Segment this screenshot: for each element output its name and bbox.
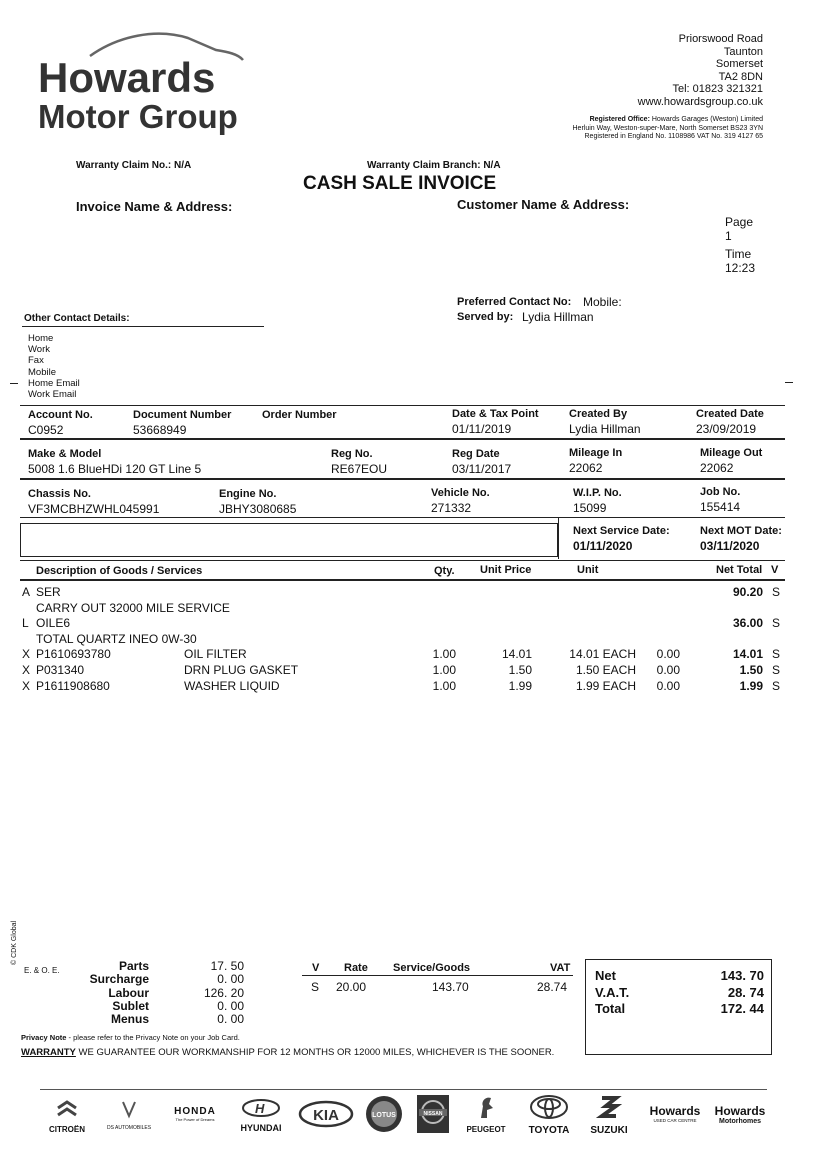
next-service-date: 01/11/2020 bbox=[573, 539, 633, 553]
item-net: 1.99 bbox=[739, 678, 763, 693]
summary-label: Labour bbox=[108, 985, 149, 1000]
job-label: Job No. bbox=[700, 486, 741, 498]
item-v: S bbox=[772, 678, 781, 693]
item-v: S bbox=[772, 585, 781, 599]
item-part: SER bbox=[36, 585, 61, 599]
contact-type-list bbox=[28, 333, 80, 400]
hyundai-logo-icon bbox=[241, 1098, 281, 1118]
lotus-logo-icon bbox=[364, 1094, 404, 1134]
reg-no-label: Reg No. bbox=[331, 448, 373, 460]
company-logo bbox=[38, 30, 248, 140]
divider bbox=[20, 560, 785, 561]
net-label: Net bbox=[595, 968, 616, 983]
item-code: L bbox=[22, 616, 29, 631]
item-row bbox=[0, 663, 790, 679]
toyota-logo-icon bbox=[529, 1094, 569, 1120]
divider bbox=[20, 579, 785, 581]
created-date: 23/09/2019 bbox=[696, 422, 757, 436]
reg-office-addr: Herluin Way, Weston-super-Mare, North Somerset BS23 3YN bbox=[572, 124, 763, 132]
brand-nissan bbox=[416, 1094, 450, 1139]
next-mot-label: Next MOT Date: bbox=[700, 525, 782, 537]
reg-date: 03/11/2017 bbox=[452, 462, 512, 476]
item-qty: 1.00 bbox=[432, 678, 456, 693]
item-unit: 14.01 EACH bbox=[569, 647, 636, 662]
svg-text:H: H bbox=[255, 1101, 265, 1116]
reg-no: RE67EOU bbox=[331, 462, 388, 476]
chassis-no: VF3MCBHZWHL045991 bbox=[28, 502, 160, 516]
registered-office bbox=[573, 116, 764, 142]
item-qty: 1.00 bbox=[432, 663, 456, 677]
other-contact-label: Other Contact Details: bbox=[24, 313, 130, 324]
item-code: A bbox=[22, 585, 31, 599]
account-no: C0952 bbox=[28, 423, 64, 437]
date-tax-label: Date & Tax Point bbox=[452, 408, 539, 420]
peugeot-lion-icon bbox=[473, 1094, 499, 1120]
page-label: Page bbox=[725, 215, 754, 229]
address-line: Taunton bbox=[723, 45, 763, 58]
contact-type: Work Email bbox=[28, 389, 77, 401]
summary-label: Sublet bbox=[112, 998, 149, 1013]
order-no-label: Order Number bbox=[262, 409, 337, 421]
summary-value: 0. 00 bbox=[217, 1012, 244, 1027]
divider bbox=[20, 517, 785, 518]
company-tel: Tel: 01823 321321 bbox=[672, 83, 763, 95]
item-net: 36.00 bbox=[732, 616, 763, 631]
item-unit-price: 14.01 bbox=[501, 647, 532, 662]
col-qty-header: Qty. bbox=[434, 565, 455, 577]
brand-strip bbox=[40, 1092, 775, 1137]
time-label: Time bbox=[725, 247, 752, 261]
contact-type: Home bbox=[28, 333, 54, 344]
brand-citroen: CITROËN bbox=[40, 1098, 94, 1134]
item-disc: 0.00 bbox=[656, 647, 680, 662]
notes-box bbox=[20, 523, 558, 557]
created-by-label: Created By bbox=[569, 408, 628, 420]
col-v-header: V bbox=[771, 564, 779, 576]
chassis-label: Chassis No. bbox=[28, 488, 91, 500]
item-v: S bbox=[772, 663, 781, 677]
page-value: 1 bbox=[725, 229, 732, 243]
item-code: X bbox=[22, 647, 31, 662]
item-net: 90.20 bbox=[732, 585, 763, 599]
totals-values bbox=[680, 968, 764, 1018]
divider bbox=[558, 517, 559, 559]
item-row bbox=[0, 679, 790, 695]
item-unit: 1.99 EACH bbox=[575, 678, 636, 693]
brand-howards-used: Howards USED CAR CENTRE bbox=[649, 1104, 701, 1123]
fold-mark bbox=[785, 382, 793, 383]
make-model-label: Make & Model bbox=[28, 448, 102, 460]
brand-ds: DS AUTOMOBILES bbox=[98, 1098, 160, 1131]
item-unit-price: 1.99 bbox=[508, 678, 532, 693]
total-value: 172. 44 bbox=[720, 1001, 764, 1016]
summary-label: Surcharge bbox=[89, 972, 149, 987]
net-value: 143. 70 bbox=[720, 968, 764, 983]
nissan-logo-icon bbox=[416, 1094, 450, 1134]
doc-no: 53668949 bbox=[133, 423, 187, 437]
item-part: OILE6 bbox=[36, 616, 71, 631]
svg-text:KIA: KIA bbox=[313, 1107, 339, 1124]
date-tax: 01/11/2019 bbox=[452, 422, 512, 436]
address-line: TA2 8DN bbox=[718, 70, 763, 83]
mileage-in-label: Mileage In bbox=[569, 447, 623, 459]
eoe-note: E. & O. E. bbox=[24, 966, 60, 975]
mileage-out: 22062 bbox=[700, 461, 734, 475]
item-row bbox=[0, 601, 790, 617]
preferred-contact-label: Preferred Contact No: bbox=[457, 296, 572, 308]
vat-goods: 143.70 bbox=[432, 980, 469, 994]
served-by-label: Served by: bbox=[457, 311, 514, 323]
wip-label: W.I.P. No. bbox=[573, 487, 622, 499]
brand-lotus bbox=[364, 1094, 404, 1139]
vat-h-goods: Service/Goods bbox=[393, 962, 471, 974]
company-address bbox=[638, 33, 763, 108]
ds-logo-icon bbox=[117, 1098, 141, 1120]
reg-office-label: Registered Office: bbox=[589, 116, 650, 123]
warranty-bold: WARRANTY bbox=[21, 1047, 76, 1058]
item-part: CARRY OUT 32000 MILE SERVICE bbox=[36, 600, 230, 615]
logo-line2: Motor Group bbox=[38, 98, 238, 135]
engine-no: JBHY3080685 bbox=[219, 502, 297, 516]
item-net: 14.01 bbox=[732, 647, 763, 662]
item-part: TOTAL QUARTZ INEO 0W-30 bbox=[36, 631, 197, 646]
warranty-note bbox=[21, 1047, 554, 1058]
address-line: Priorswood Road bbox=[678, 33, 763, 45]
summary-value: 0. 00 bbox=[217, 998, 244, 1013]
contact-type: Mobile bbox=[28, 366, 56, 378]
divider bbox=[20, 405, 785, 406]
divider bbox=[302, 975, 573, 976]
col-desc-header: Description of Goods / Services bbox=[36, 565, 203, 577]
brand-howards-motorhomes: Howards Motorhomes bbox=[714, 1104, 766, 1125]
summary-value: 126. 20 bbox=[203, 985, 244, 1000]
item-v: S bbox=[772, 647, 781, 662]
account-no-label: Account No. bbox=[28, 409, 93, 421]
brand-suzuki: SUZUKI bbox=[584, 1094, 634, 1136]
preferred-contact-value: Mobile: bbox=[583, 295, 622, 309]
vat-label: V.A.T. bbox=[595, 984, 630, 1000]
item-row bbox=[0, 647, 790, 663]
summary-values bbox=[180, 960, 244, 1026]
brand-peugeot: PEUGEOT bbox=[458, 1094, 514, 1134]
company-web: www.howardsgroup.co.uk bbox=[637, 95, 763, 108]
summary-label: Menus bbox=[110, 1012, 149, 1027]
engine-label: Engine No. bbox=[219, 488, 277, 500]
job-no: 155414 bbox=[700, 500, 741, 514]
citroen-logo-icon bbox=[55, 1098, 79, 1120]
vehicle-no: 271332 bbox=[431, 501, 472, 515]
brand-kia bbox=[298, 1100, 354, 1133]
divider bbox=[22, 326, 264, 327]
item-desc: DRN PLUG GASKET bbox=[184, 663, 299, 677]
created-by: Lydia Hillman bbox=[569, 422, 641, 436]
vat-h-v: V bbox=[312, 962, 320, 974]
brand-honda: HONDA The Power of Dreams bbox=[174, 1106, 216, 1122]
footer-divider bbox=[40, 1089, 767, 1090]
contact-type: Fax bbox=[28, 355, 44, 367]
item-part: P1610693780 bbox=[36, 647, 111, 662]
suzuki-logo-icon bbox=[596, 1094, 622, 1120]
wip-no: 15099 bbox=[573, 501, 607, 515]
svg-text:NISSAN: NISSAN bbox=[423, 1111, 443, 1117]
next-service-label: Next Service Date: bbox=[573, 525, 670, 537]
time-value: 12:23 bbox=[725, 261, 756, 275]
kia-logo-icon bbox=[298, 1100, 354, 1128]
col-net-header: Net Total bbox=[716, 564, 763, 576]
contact-type: Home Email bbox=[28, 377, 80, 389]
make-model: 5008 1.6 BlueHDi 120 GT Line 5 bbox=[28, 462, 202, 476]
summary-label: Parts bbox=[118, 959, 149, 973]
divider bbox=[20, 478, 785, 480]
summary-value: 17. 50 bbox=[210, 959, 244, 973]
svg-text:LOTUS: LOTUS bbox=[372, 1112, 396, 1119]
address-line: Somerset bbox=[715, 58, 763, 70]
page-time-block bbox=[725, 215, 755, 275]
vat-h-vat: VAT bbox=[550, 962, 571, 974]
vat-rate: 20.00 bbox=[336, 980, 367, 994]
next-mot-date: 03/11/2020 bbox=[700, 539, 760, 553]
summary-value: 0. 00 bbox=[217, 972, 244, 987]
doc-no-label: Document Number bbox=[133, 409, 232, 421]
item-row bbox=[0, 616, 790, 632]
warranty-claim-no: Warranty Claim No.: N/A bbox=[76, 160, 192, 171]
served-by-value: Lydia Hillman bbox=[522, 310, 594, 324]
invoice-title: CASH SALE INVOICE bbox=[303, 173, 497, 194]
col-unit-header: Unit bbox=[577, 564, 599, 576]
item-part: P1611908680 bbox=[36, 678, 110, 693]
privacy-bold: Privacy Note bbox=[21, 1033, 67, 1042]
vat-v: S bbox=[311, 980, 320, 994]
vat-amount: 28.74 bbox=[537, 980, 568, 994]
privacy-note bbox=[21, 1033, 240, 1042]
vat-h-rate: Rate bbox=[344, 962, 368, 974]
item-row bbox=[0, 585, 790, 601]
col-unit-price-header: Unit Price bbox=[480, 564, 532, 576]
warranty-rest: WE GUARANTEE OUR WORKMANSHIP FOR 12 MONTHS OR 12000 MILES, WHICHEVER IS THE SOONER. bbox=[75, 1047, 555, 1058]
cdk-credit: © CDK Global bbox=[11, 920, 18, 965]
reg-office-name: Howards Garages (Weston) Limited bbox=[651, 116, 763, 123]
summary-labels bbox=[60, 960, 149, 1026]
item-code: X bbox=[22, 678, 31, 693]
reg-office-no: Registered in England No. 1108986 VAT No. 319 4127 65 bbox=[584, 133, 763, 140]
vat-value: 28. 74 bbox=[727, 984, 764, 1000]
item-disc: 0.00 bbox=[656, 678, 680, 693]
fold-mark bbox=[10, 383, 18, 384]
privacy-rest: - please refer to the Privacy Note on your Job Card. bbox=[66, 1033, 240, 1042]
item-unit-price: 1.50 bbox=[508, 663, 532, 677]
item-row bbox=[0, 632, 790, 648]
logo-line1: Howards bbox=[38, 54, 216, 101]
total-label: Total bbox=[595, 1001, 626, 1016]
divider bbox=[20, 438, 785, 440]
customer-name-label: Customer Name & Address: bbox=[457, 197, 630, 212]
totals-labels bbox=[595, 968, 629, 1018]
invoice-name-label: Invoice Name & Address: bbox=[76, 199, 233, 214]
mileage-in: 22062 bbox=[569, 461, 603, 475]
vehicle-label: Vehicle No. bbox=[431, 487, 490, 499]
mileage-out-label: Mileage Out bbox=[700, 447, 763, 459]
item-net: 1.50 bbox=[739, 663, 763, 677]
item-qty: 1.00 bbox=[432, 647, 456, 662]
item-desc: OIL FILTER bbox=[184, 647, 247, 662]
created-date-label: Created Date bbox=[696, 408, 764, 420]
item-desc: WASHER LIQUID bbox=[184, 678, 280, 693]
reg-date-label: Reg Date bbox=[452, 448, 500, 460]
brand-hyundai: H HYUNDAI bbox=[232, 1098, 290, 1133]
item-disc: 0.00 bbox=[656, 663, 680, 677]
warranty-claim-branch: Warranty Claim Branch: N/A bbox=[367, 160, 501, 171]
item-code: X bbox=[22, 663, 31, 677]
item-v: S bbox=[772, 616, 781, 631]
brand-toyota: TOYOTA bbox=[524, 1094, 574, 1136]
item-unit: 1.50 EACH bbox=[575, 663, 636, 677]
item-part: P031340 bbox=[36, 663, 85, 677]
contact-type: Work bbox=[28, 344, 50, 356]
